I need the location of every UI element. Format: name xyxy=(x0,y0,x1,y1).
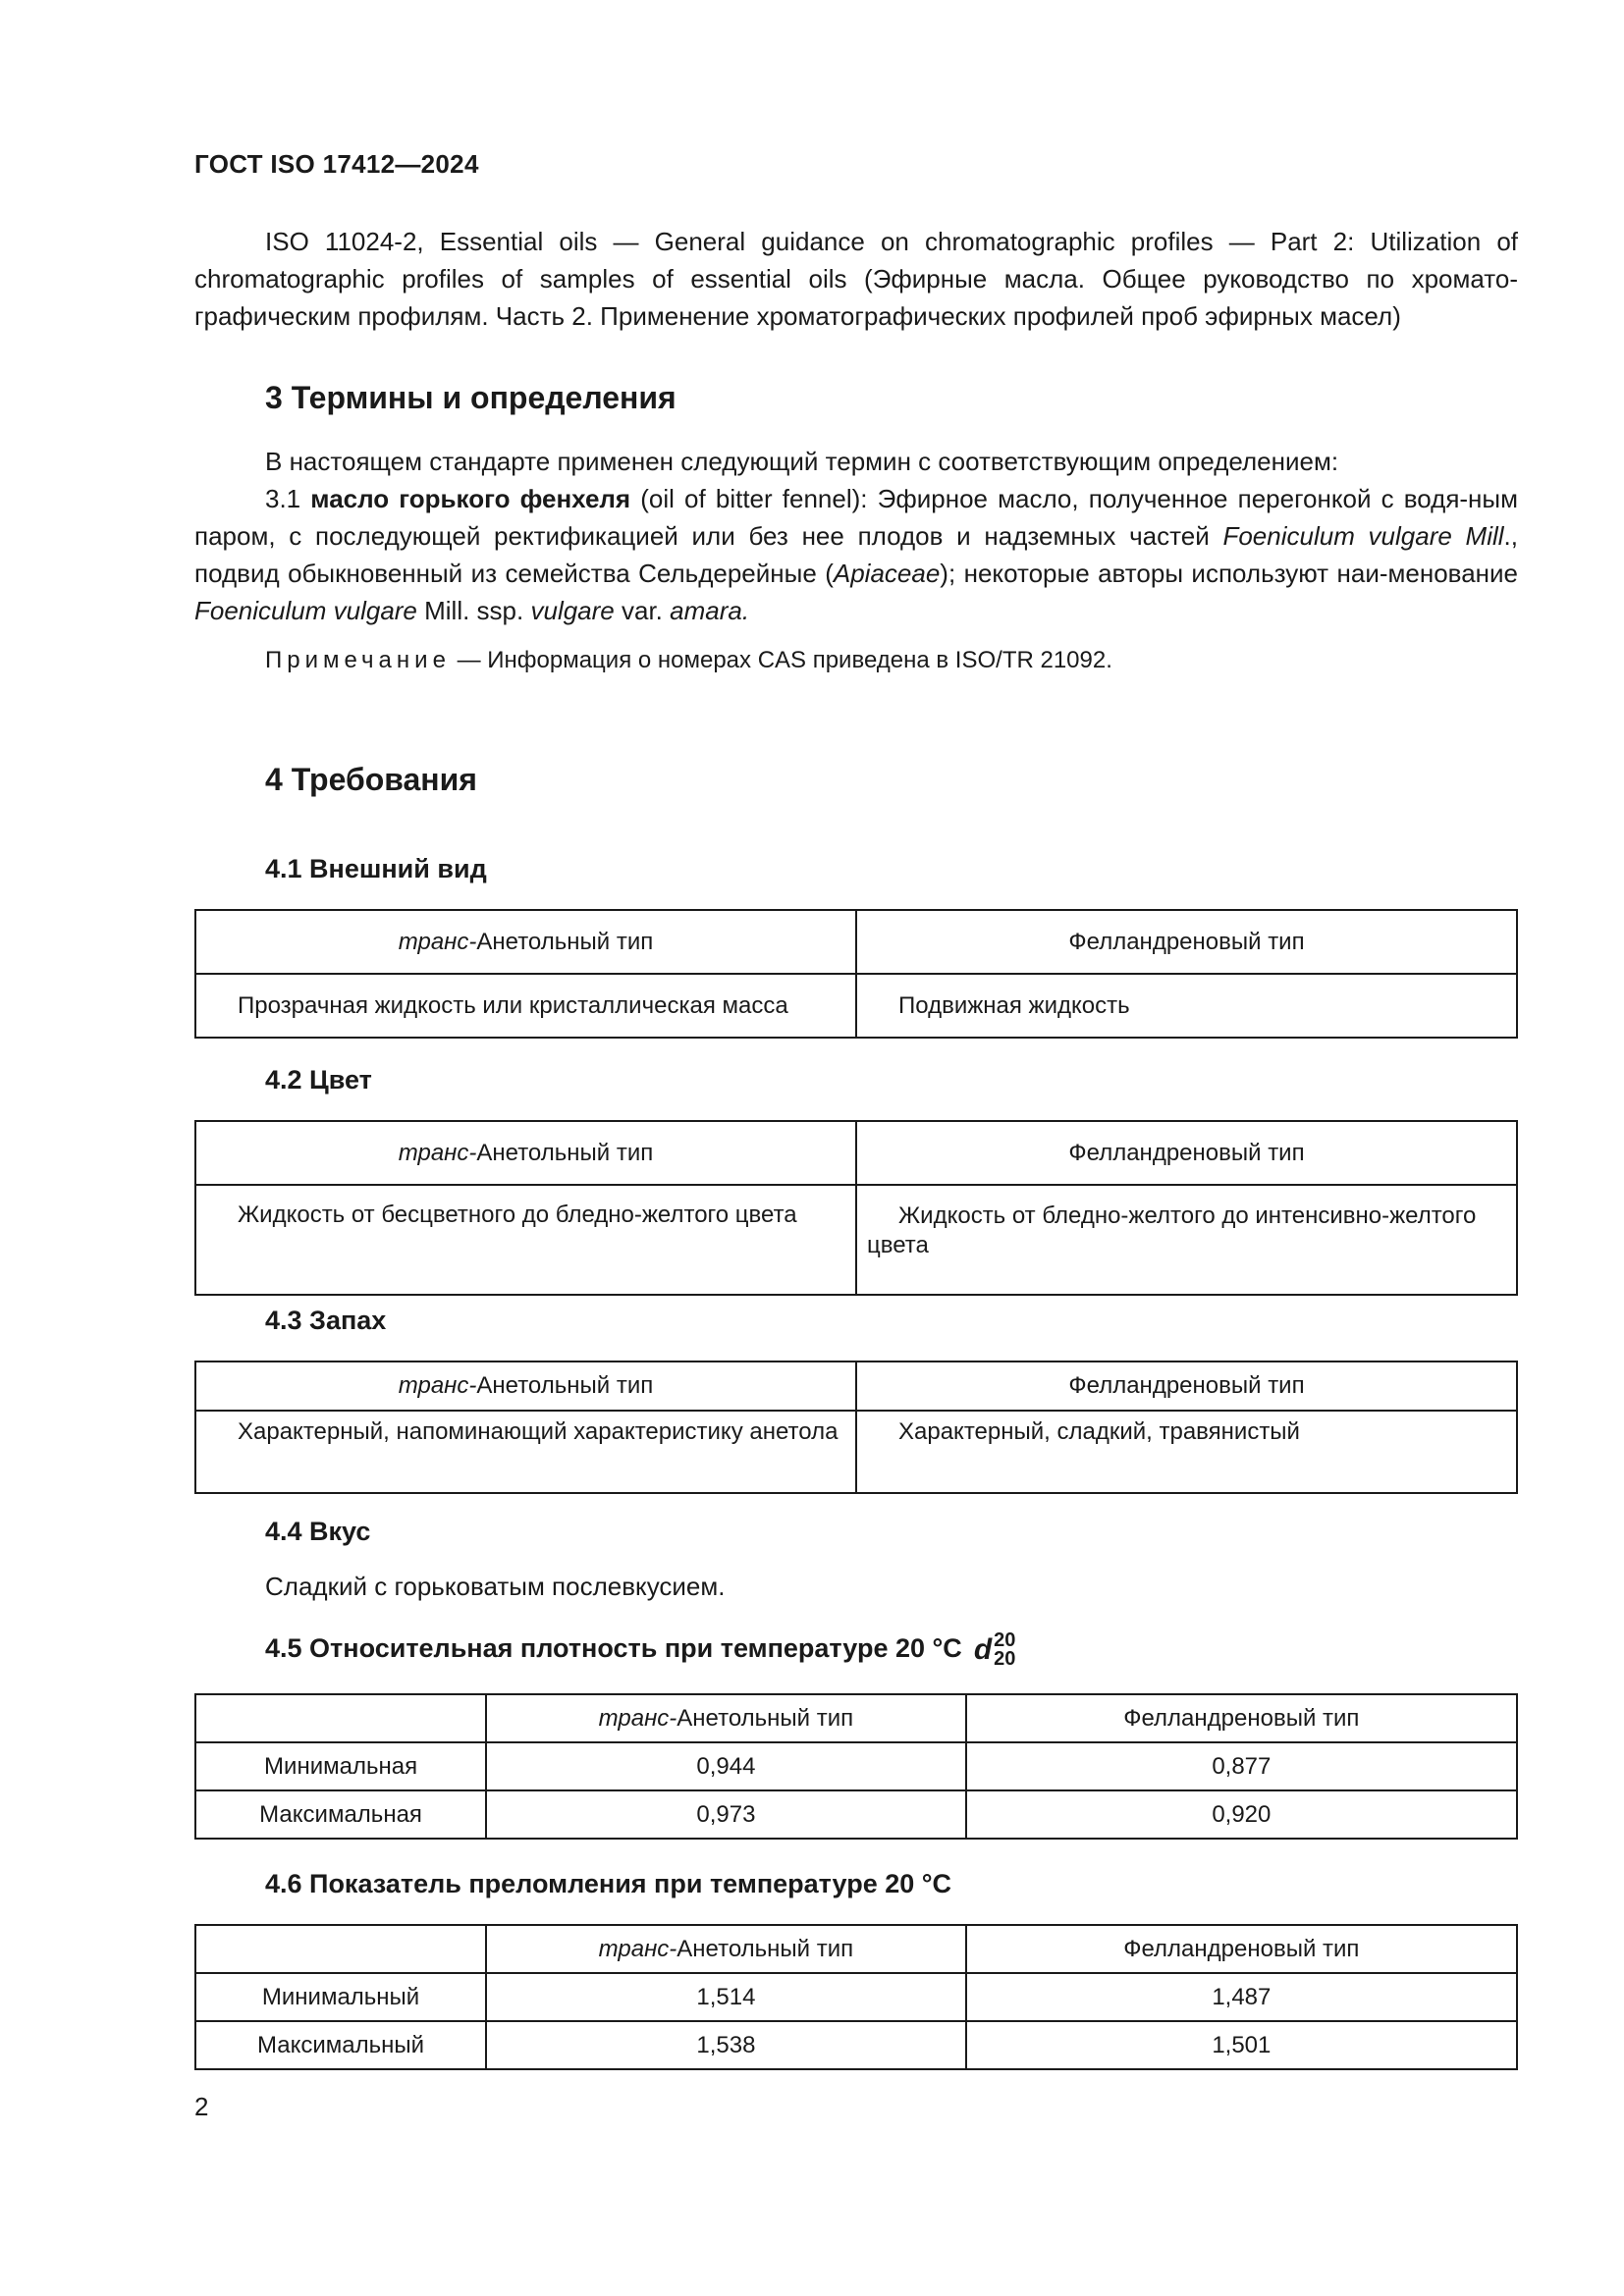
definition-text-a: Эфирное масло, полученное перегонкой с водя-ным паром, с последующей ректификацией или без нее плодов и надземных частей xyxy=(194,484,1518,551)
odour-table xyxy=(194,1361,1518,1494)
table-row xyxy=(195,1411,1517,1493)
density-table xyxy=(194,1693,1518,1840)
latin-name-4: vulgare xyxy=(530,596,615,625)
trans-prefix: транс- xyxy=(598,1935,677,1962)
header-anethole xyxy=(195,1121,856,1185)
latin-name-1: Foeniculum vulgare Mill xyxy=(1222,521,1504,551)
subsection-4-6-title: 4.6 Показатель преломления при температуре 20 °С xyxy=(265,1869,952,1898)
term-definition xyxy=(194,480,1518,629)
cell-phellandrene: 0,877 xyxy=(966,1742,1517,1790)
table-row xyxy=(195,2021,1517,2069)
table-header-row xyxy=(195,910,1517,974)
subsection-4-3-title: 4.3 Запах xyxy=(265,1306,387,1335)
cell-phellandrene: 0,920 xyxy=(966,1790,1517,1839)
row-label: Максимальный xyxy=(195,2021,486,2069)
anethole-label: Анетольный тип xyxy=(476,928,654,955)
definition-text-d: Mill. ssp. xyxy=(424,596,524,625)
taste-text: Сладкий с горьковатым послевкусием. xyxy=(265,1572,726,1601)
section-4-title: 4 Требования xyxy=(265,762,477,797)
cell-anethole: Прозрачная жидкость или кристаллическая масса xyxy=(195,974,856,1038)
cell-anethole: Жидкость от бесцветного до бледно-желтого цвета xyxy=(195,1185,856,1295)
header-empty xyxy=(195,1925,486,1973)
trans-prefix: транс- xyxy=(598,1704,677,1732)
subsection-4-1-title: 4.1 Внешний вид xyxy=(265,854,487,883)
latin-name-2: Apiaceae xyxy=(833,559,941,588)
density-sup: 20 xyxy=(994,1629,1016,1651)
header-anethole xyxy=(195,1362,856,1411)
refractive-index-table xyxy=(194,1924,1518,2070)
appearance-table xyxy=(194,909,1518,1039)
definitions-intro: В настоящем стандарте применен следующий термин с соответствующим определением: xyxy=(265,447,1339,476)
table-row xyxy=(195,1742,1517,1790)
subsection-4-4-title: 4.4 Вкус xyxy=(265,1517,371,1546)
anethole-label: Анетольный тип xyxy=(677,1704,854,1732)
note-text: — Информация о номерах CAS приведена в ISO/TR 21092. xyxy=(457,647,1112,673)
trans-prefix: транс- xyxy=(398,928,477,955)
cell-phellandrene: Жидкость от бледно-желтого до интенсивно-желтого цвета xyxy=(856,1185,1517,1295)
normative-reference xyxy=(194,223,1518,335)
latin-name-5: amara. xyxy=(670,596,750,625)
subsection-4-5-title xyxy=(265,1631,1015,1669)
section-3-title: 3 Термины и определения xyxy=(265,380,677,415)
subsection-4-2-title: 4.2 Цвет xyxy=(265,1065,372,1095)
term-english: (oil of bitter fennel): xyxy=(640,484,868,513)
table-row xyxy=(195,974,1517,1038)
latin-name-3: Foeniculum vulgare xyxy=(194,596,417,625)
header-phellandrene: Фелландреновый тип xyxy=(856,1362,1517,1411)
trans-prefix: транс- xyxy=(398,1372,477,1399)
cell-phellandrene: 1,501 xyxy=(966,2021,1517,2069)
definition-text-c: ); некоторые авторы используют наи-менование xyxy=(940,559,1518,588)
header-anethole xyxy=(486,1925,966,1973)
note-label: Примечание xyxy=(265,647,451,673)
density-symbol: d xyxy=(973,1633,993,1666)
cell-anethole: Характерный, напоминающий характеристику анетола xyxy=(195,1411,856,1493)
table-row xyxy=(195,1185,1517,1295)
note xyxy=(265,647,1112,674)
cell-phellandrene: Подвижная жидкость xyxy=(856,974,1517,1038)
term-number: 3.1 xyxy=(265,484,301,513)
header-phellandrene: Фелландреновый тип xyxy=(966,1925,1517,1973)
header-empty xyxy=(195,1694,486,1742)
table-header-row xyxy=(195,1694,1517,1742)
definition-text-b: ., подвид обыкновенный из семейства Сельдерейные ( xyxy=(194,521,1518,588)
cell-anethole: 1,514 xyxy=(486,1973,966,2021)
header-phellandrene: Фелландреновый тип xyxy=(856,1121,1517,1185)
standard-code: ГОСТ ISO 17412—2024 xyxy=(194,149,479,179)
anethole-label: Анетольный тип xyxy=(677,1935,854,1962)
table-header-row xyxy=(195,1362,1517,1411)
row-label: Максимальная xyxy=(195,1790,486,1839)
page-number: 2 xyxy=(194,2092,209,2121)
header-phellandrene: Фелландреновый тип xyxy=(966,1694,1517,1742)
color-table xyxy=(194,1120,1518,1296)
anethole-label: Анетольный тип xyxy=(476,1372,654,1399)
term-name: масло горького фенхеля xyxy=(310,484,631,513)
trans-prefix: транс- xyxy=(398,1139,477,1166)
definition-text-e: var. xyxy=(622,596,663,625)
table-row xyxy=(195,1973,1517,2021)
header-phellandrene: Фелландреновый тип xyxy=(856,910,1517,974)
definitions-block xyxy=(194,443,1518,629)
page-content xyxy=(194,0,1518,2296)
cell-phellandrene: Характерный, сладкий, травянистый xyxy=(856,1411,1517,1493)
header-anethole xyxy=(195,910,856,974)
density-indices xyxy=(994,1631,1015,1669)
table-header-row xyxy=(195,1121,1517,1185)
anethole-label: Анетольный тип xyxy=(476,1139,654,1166)
subsection-4-5-text: 4.5 Относительная плотность при температуре 20 °С xyxy=(265,1633,962,1664)
row-label: Минимальная xyxy=(195,1742,486,1790)
table-header-row xyxy=(195,1925,1517,1973)
row-label: Минимальный xyxy=(195,1973,486,2021)
cell-anethole: 0,973 xyxy=(486,1790,966,1839)
cell-anethole: 1,538 xyxy=(486,2021,966,2069)
table-row xyxy=(195,1790,1517,1839)
cell-anethole: 0,944 xyxy=(486,1742,966,1790)
reference-text: ISO 11024-2, Essential oils — General guidance on chromatographic profiles — Part 2: Utilization of chromatographic profiles of samples of essential oils (Эфирные масла. Общее руководство по хромато-графическим профилям. Часть 2. Применение хроматографических профилей проб эфирных масел) xyxy=(194,227,1518,331)
density-sub: 20 xyxy=(994,1648,1016,1670)
cell-phellandrene: 1,487 xyxy=(966,1973,1517,2021)
header-anethole xyxy=(486,1694,966,1742)
